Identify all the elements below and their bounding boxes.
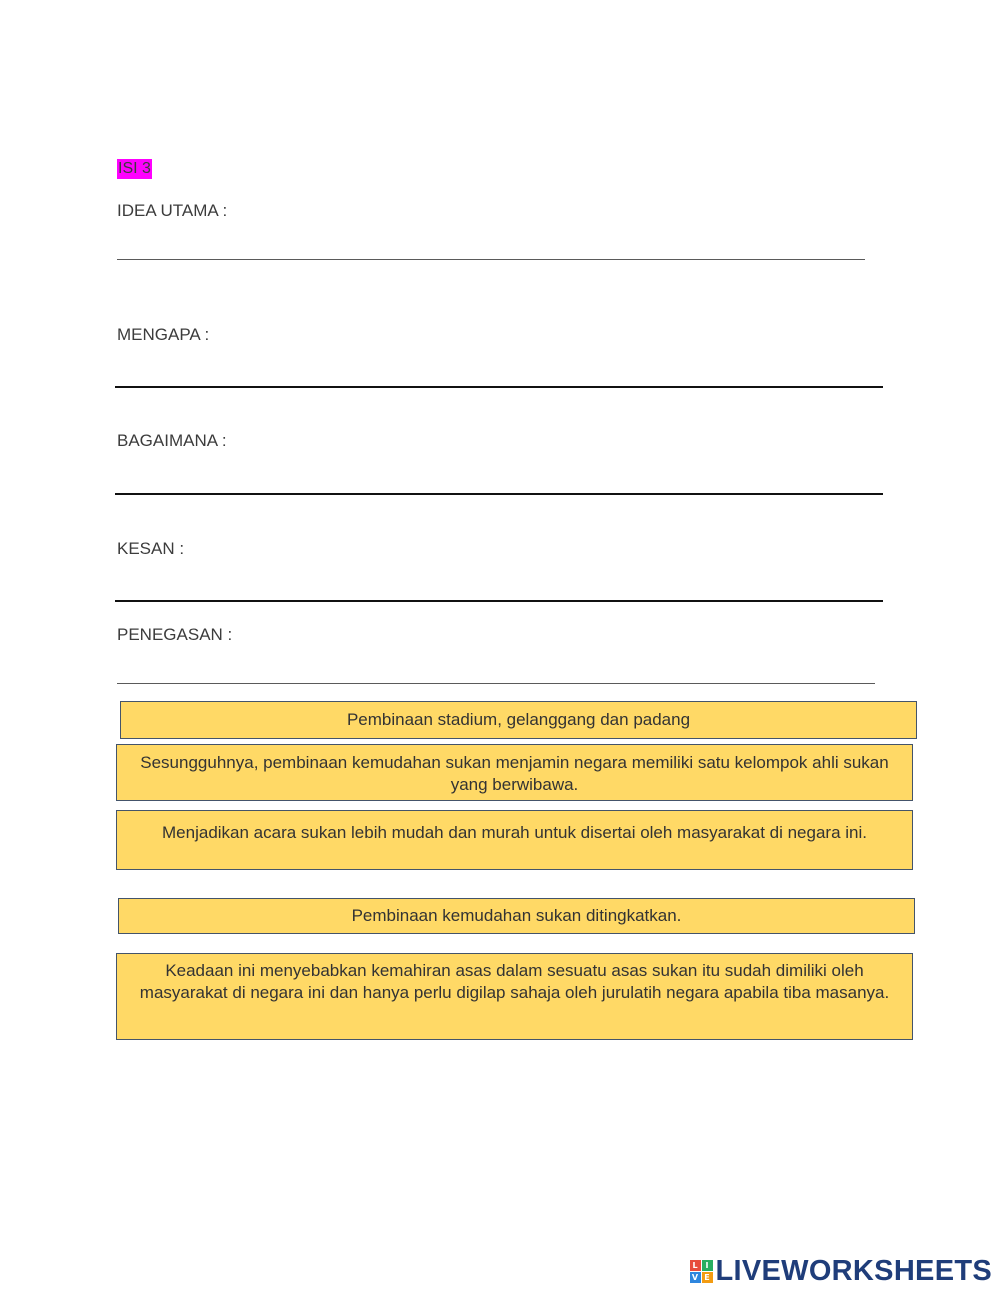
kesan-drop-line[interactable] <box>115 600 883 602</box>
logo-letter: E <box>702 1272 713 1283</box>
mengapa-drop-line[interactable] <box>115 386 883 388</box>
logo-letter: V <box>690 1272 701 1283</box>
liveworksheets-logo-icon <box>690 1260 713 1283</box>
draggable-card[interactable] <box>116 810 913 870</box>
card-text: Menjadikan acara sukan lebih mudah dan murah untuk disertai oleh masyarakat di negara ini. <box>162 823 867 842</box>
label-bagaimana: BAGAIMANA : <box>117 431 227 450</box>
brand-name: LIVEWORKSHEETS <box>715 1255 992 1287</box>
card-text: Pembinaan stadium, gelanggang dan padang <box>346 710 691 729</box>
label-kesan: KESAN : <box>117 539 185 558</box>
bagaimana-drop-line[interactable] <box>115 493 883 495</box>
draggable-card[interactable] <box>120 701 917 739</box>
card-text: Keadaan ini menyebabkan kemahiran asas dalam sesuatu asas sukan itu sudah dimiliki oleh masyarakat di negara ini dan hanya perlu digilap sahaja oleh jurulatih negara apabila tiba masanya. <box>139 961 890 1002</box>
draggable-card[interactable] <box>118 898 915 934</box>
card-text: Pembinaan kemudahan sukan ditingkatkan. <box>351 906 682 925</box>
section-tag: ISI 3 <box>118 160 151 177</box>
logo-letter: I <box>702 1260 713 1271</box>
idea-utama-answer-line <box>117 259 865 260</box>
label-mengapa: MENGAPA : <box>117 325 210 344</box>
card-text: Sesungguhnya, pembinaan kemudahan sukan menjamin negara memiliki satu kelompok ahli sukan yang berwibawa. <box>140 753 889 794</box>
label-penegasan: PENEGASAN : <box>117 625 233 644</box>
draggable-card[interactable] <box>116 744 913 801</box>
penegasan-answer-line <box>117 683 875 684</box>
logo-letter: L <box>690 1260 701 1271</box>
label-idea-utama: IDEA UTAMA : <box>117 201 228 220</box>
liveworksheets-brand <box>690 1256 993 1286</box>
draggable-card[interactable] <box>116 953 913 1040</box>
